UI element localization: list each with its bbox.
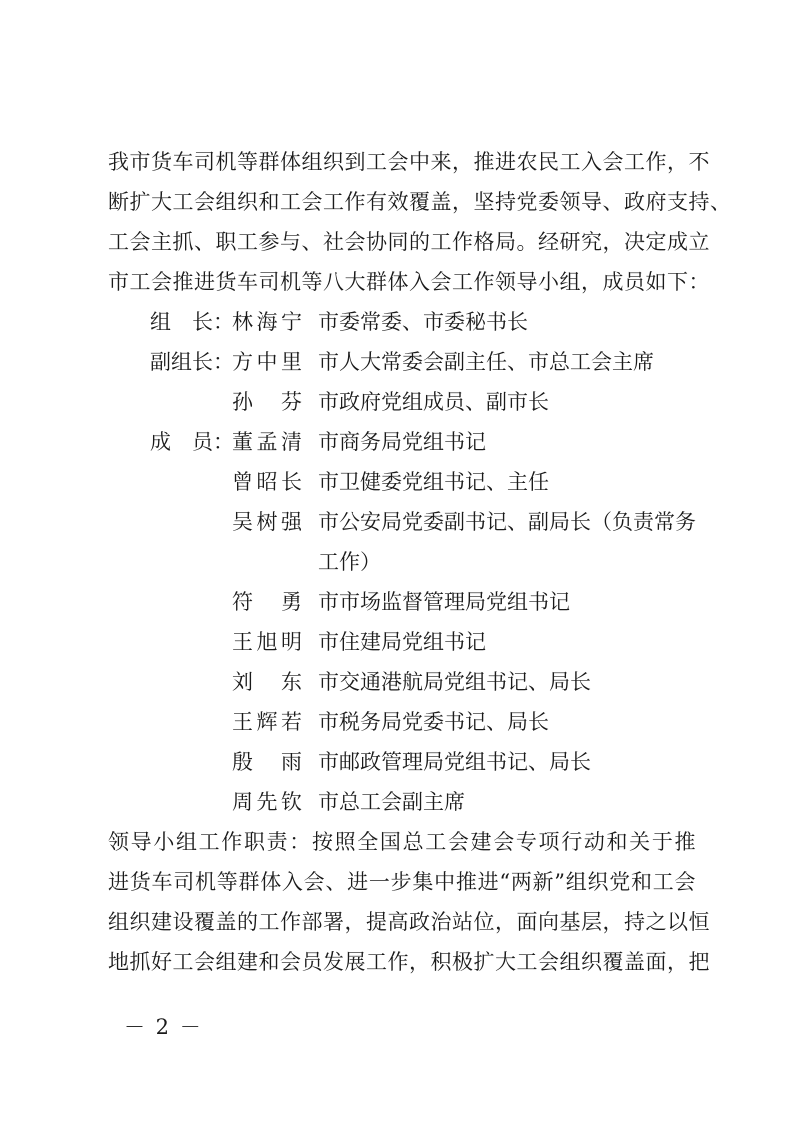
person-post: 市委常委、市委秘书长	[318, 310, 528, 334]
intro-line: 市工会推进货车司机等八大群体入会工作领导小组，成员如下：	[108, 270, 710, 294]
intro-line: 断扩大工会组织和工会工作有效覆盖，坚持党委领导、政府支持、	[108, 190, 732, 214]
person-post-line: 工作）	[318, 550, 381, 574]
person-post: 市税务局党委书记、局长	[318, 710, 549, 734]
person-name: 刘 东	[232, 670, 302, 694]
role-label: 副组长：	[150, 350, 234, 374]
person-name: 王旭明	[232, 630, 302, 654]
person-post: 市政府党组成员、副市长	[318, 390, 549, 414]
duties-line: 领导小组工作职责：按照全国总工会建会专项行动和关于推	[108, 830, 696, 854]
roster-row-member	[0, 422, 793, 462]
person-name: 吴树强	[232, 510, 302, 534]
role-label: 组 长：	[150, 310, 234, 334]
person-name: 董孟清	[232, 430, 302, 454]
intro-line: 我市货车司机等群体组织到工会中来，推进农民工入会工作，不	[108, 150, 710, 174]
person-name: 孙 芬	[232, 390, 302, 414]
roster-row-member	[0, 622, 793, 662]
person-post: 市市场监督管理局党组书记	[318, 590, 570, 614]
person-post	[318, 502, 696, 582]
role-label: 成 员：	[150, 430, 234, 454]
person-name: 王辉若	[232, 710, 302, 734]
person-post-line: 市公安局党委副书记、副局长（负责常务	[318, 510, 696, 534]
page-number: － 2 －	[124, 1015, 203, 1039]
duties-paragraph	[108, 822, 710, 982]
person-name: 周先钦	[232, 790, 302, 814]
duties-line: 地抓好工会组建和会员发展工作，积极扩大工会组织覆盖面，把	[108, 950, 710, 974]
roster-row-member	[0, 462, 793, 502]
roster-row-member	[0, 582, 793, 622]
roster-row-member	[0, 662, 793, 702]
duties-line: 进货车司机等群体入会、进一步集中推进“两新”组织党和工会	[108, 870, 696, 894]
roster-row-member	[0, 782, 793, 822]
person-post: 市住建局党组书记	[318, 630, 486, 654]
roster-row-member	[0, 502, 793, 582]
member-roster	[0, 302, 793, 822]
person-post: 市商务局党组书记	[318, 430, 486, 454]
person-name: 殷 雨	[232, 750, 302, 774]
roster-row-member	[0, 702, 793, 742]
person-name: 林海宁	[232, 310, 302, 334]
person-post: 市卫健委党组书记、主任	[318, 470, 549, 494]
person-post: 市邮政管理局党组书记、局长	[318, 750, 591, 774]
roster-row-leader	[0, 302, 793, 342]
intro-paragraph	[108, 142, 732, 302]
person-post: 市总工会副主席	[318, 790, 465, 814]
duties-line: 组织建设覆盖的工作部署，提高政治站位，面向基层，持之以恒	[108, 910, 710, 934]
roster-row-member	[0, 742, 793, 782]
person-name: 符 勇	[232, 590, 302, 614]
person-post: 市交通港航局党组书记、局长	[318, 670, 591, 694]
person-name: 方中里	[232, 350, 302, 374]
roster-row-deputy	[0, 382, 793, 422]
person-post: 市人大常委会副主任、市总工会主席	[318, 350, 654, 374]
roster-row-deputy	[0, 342, 793, 382]
intro-line: 工会主抓、职工参与、社会协同的工作格局。经研究，决定成立	[108, 230, 710, 254]
person-name: 曾昭长	[232, 470, 302, 494]
